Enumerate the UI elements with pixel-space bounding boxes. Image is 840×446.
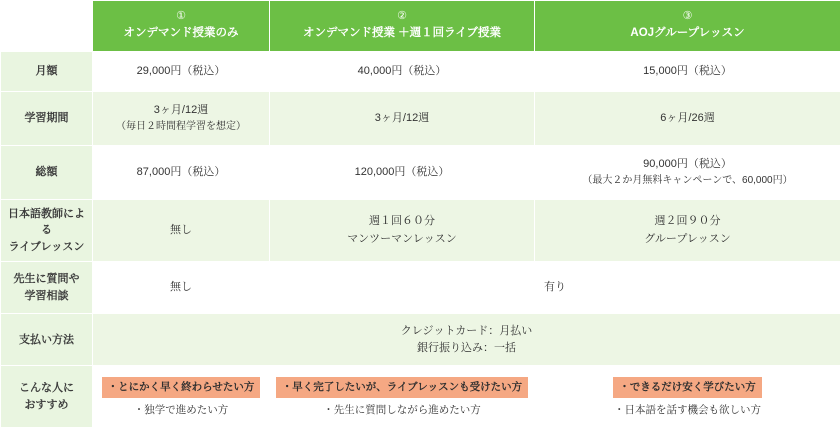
row-header-recommended-for: [1, 366, 93, 428]
total-price-plan-3: [535, 145, 840, 199]
row-header-line-1: 日本語教師による: [8, 207, 85, 237]
row-header-line: 月額: [35, 65, 58, 77]
monthly-price-plan-3: 15,000円（税込）: [535, 51, 840, 91]
recommend-highlight-plan-2: ・早く完了したいが、ライブレッスンも受けたい方: [276, 377, 528, 397]
plan-header-2: [270, 1, 535, 52]
table-row-monthly-price: [1, 51, 840, 91]
plan-label-3: AOJグループレッスン: [630, 26, 745, 39]
total-price-plan-3-main: 90,000円（税込）: [643, 157, 732, 170]
table-row-recommended-for: [1, 366, 840, 428]
plan-number-3: ③: [682, 10, 693, 22]
total-price-plan-3-note: （最大２か月無料キャンペーンで、60,000円）: [582, 175, 793, 187]
total-price-plan-2: 120,000円（税込）: [270, 145, 535, 199]
live-lesson-plan-2-line-1: 週１回６０分: [369, 215, 435, 228]
live-lesson-plan-3-line-1: 週２回９０分: [654, 215, 721, 228]
plan-number-2: ②: [397, 10, 407, 22]
teacher-support-plan-1: 無し: [93, 262, 270, 314]
recommend-sub-plan-3: ・日本語を話す機会も欲しい方: [614, 403, 761, 416]
teacher-support-plan-2-3: 有り: [270, 262, 840, 314]
plan-label-2: オンデマンド授業 ＋週１回ライブ授業: [302, 26, 501, 39]
table-corner-cell: [1, 1, 93, 52]
plan-label-1: オンデマンド授業のみ: [123, 26, 239, 39]
row-header-payment-method: [1, 314, 93, 366]
row-header-line-1: 先生に質問や: [13, 273, 80, 286]
table-row-teacher-support: [1, 262, 840, 314]
recommended-for-plan-3: [535, 366, 840, 428]
study-period-plan-2: 3ヶ月/12週: [270, 91, 535, 145]
recommend-sub-plan-2: ・先生に質問しながら進めたい方: [323, 403, 481, 416]
plan-header-3: [535, 1, 840, 52]
row-header-teacher-support: [1, 262, 93, 314]
row-header-line-2: ライブレッスン: [8, 240, 85, 253]
row-header-line-2: 学習相談: [24, 289, 69, 302]
live-lesson-plan-2: [270, 199, 535, 262]
recommend-highlight-plan-3: ・できるだけ安く学びたい方: [613, 377, 762, 397]
row-header-line-1: こんな人に: [19, 382, 74, 395]
table-row-study-period: [1, 91, 840, 145]
table-header-row: [1, 1, 840, 52]
study-period-plan-1-note: （毎日２時間程学習を想定）: [116, 121, 246, 133]
recommended-for-plan-1: [93, 366, 270, 428]
recommended-for-plan-2: [270, 366, 535, 428]
row-header-monthly-price: [1, 51, 93, 91]
payment-method-all-plans: [93, 314, 840, 366]
row-header-total-price: [1, 145, 93, 199]
total-price-plan-1: 87,000円（税込）: [93, 145, 270, 199]
monthly-price-plan-2: 40,000円（税込）: [270, 51, 535, 91]
plan-header-1: [93, 1, 270, 52]
row-header-line: 支払い方法: [19, 333, 74, 346]
row-header-line: 総額: [35, 166, 58, 178]
row-header-study-period: [1, 91, 93, 145]
plan-number-1: ①: [176, 10, 186, 22]
live-lesson-plan-3-line-2: グループレッスン: [644, 232, 731, 245]
table-row-live-lesson: [1, 199, 840, 262]
study-period-plan-3: 6ヶ月/26週: [535, 91, 840, 145]
payment-method-line-1: クレジットカード：月払い: [400, 324, 533, 337]
study-period-plan-1-main: 3ヶ月/12週: [153, 103, 209, 116]
live-lesson-plan-2-line-2: マンツーマンレッスン: [347, 232, 457, 245]
table-row-payment-method: [1, 314, 840, 366]
row-header-line: 学習期間: [24, 112, 69, 124]
recommend-sub-plan-1: ・独学で進めたい方: [133, 403, 229, 416]
payment-method-line-2: 銀行振り込み：一括: [417, 341, 516, 354]
study-period-plan-1: [93, 91, 270, 145]
recommend-highlight-plan-1: ・とにかく早く終わらせたい方: [102, 377, 261, 397]
row-header-line-2: おすすめ: [24, 398, 69, 411]
row-header-live-lesson: [1, 199, 93, 262]
live-lesson-plan-3: [535, 199, 840, 262]
table-row-total-price: [1, 145, 840, 199]
live-lesson-plan-1: 無し: [93, 199, 270, 262]
monthly-price-plan-1: 29,000円（税込）: [93, 51, 270, 91]
